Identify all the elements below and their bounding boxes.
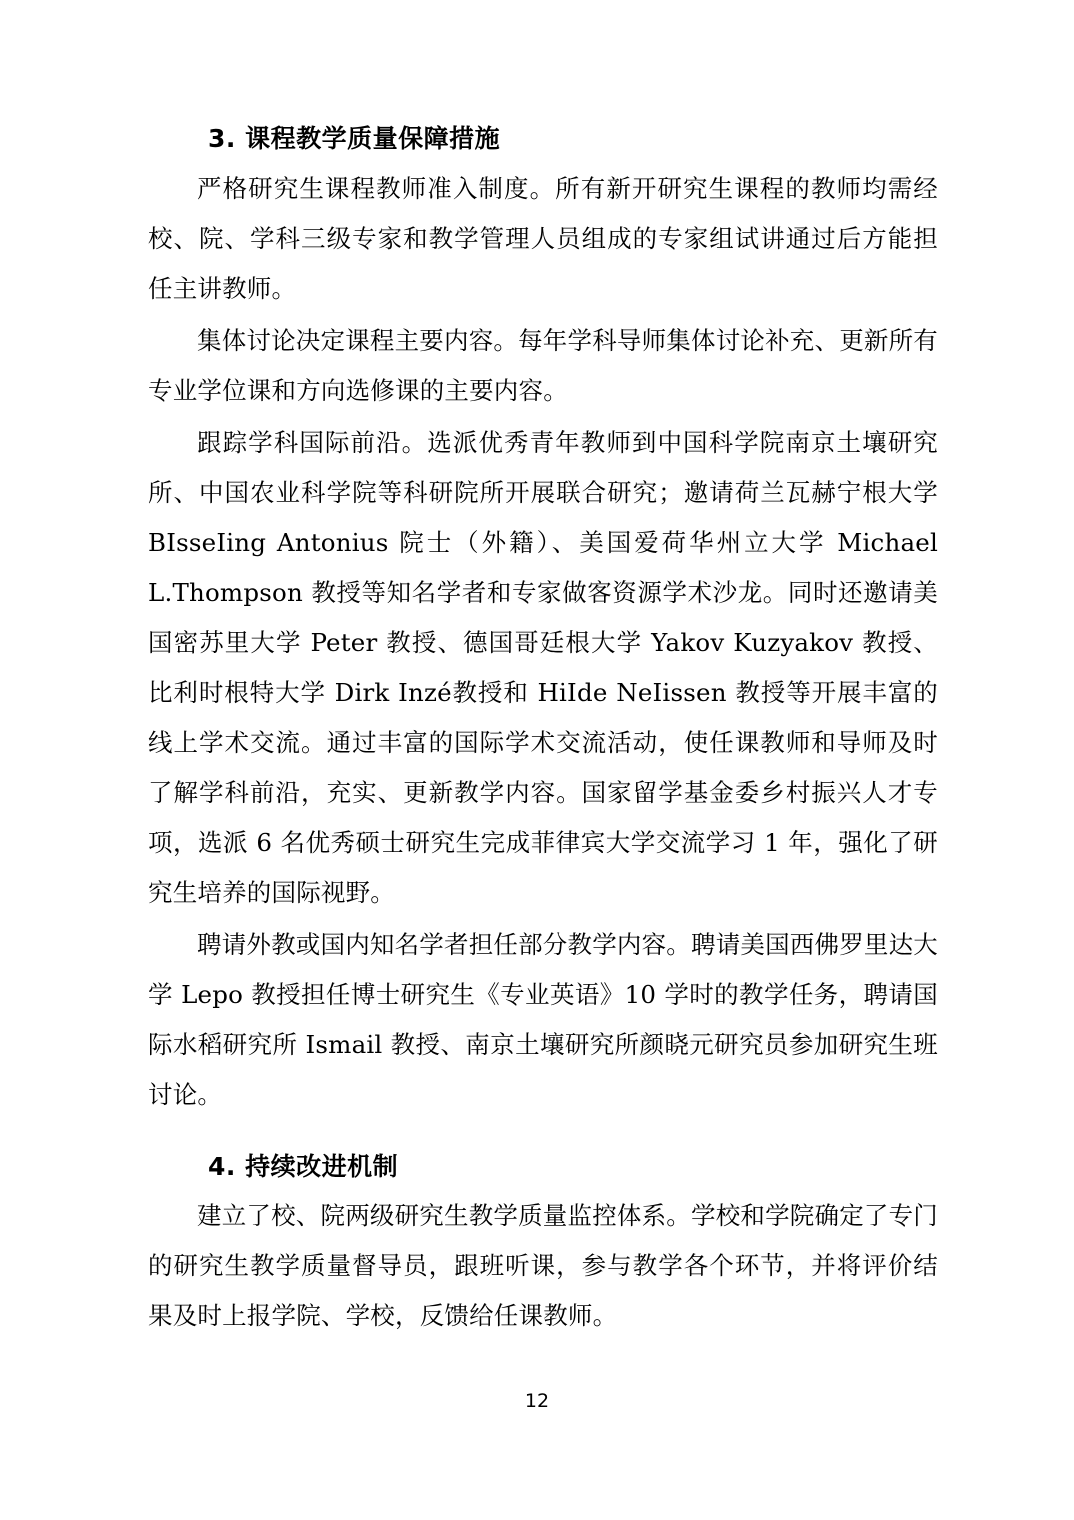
page-content	[148, 120, 938, 1341]
paragraph: 集体讨论决定课程主要内容。每年学科导师集体讨论补充、更新所有专业学位课和方向选修课的主要内容。	[148, 325, 938, 405]
paragraph: 聘请外教或国内知名学者担任部分教学内容。聘请美国西佛罗里达大学 Lepo 教授担任博士研究生《专业英语》10 学时的教学任务，聘请国际水稻研究所 Ismail 教授、南京土壤研究所颜晓元研究员参加研究生班讨论。	[148, 929, 938, 1109]
paragraph: 严格研究生课程教师准入制度。所有新开研究生课程的教师均需经校、院、学科三级专家和教学管理人员组成的专家组试讲通过后方能担任主讲教师。	[148, 173, 938, 303]
section-heading-3: 3. 课程教学质量保障措施	[208, 124, 501, 153]
paragraph: 跟踪学科国际前沿。选派优秀青年教师到中国科学院南京土壤研究所、中国农业科学院等科研院所开展联合研究；邀请荷兰瓦赫宁根大学 BIsseIing Antonius 院士（外籍）、美国爱荷华州立大学 Michael L.Thompson 教授等知名学者和专家做客资源学术沙龙。同时还邀请美国密苏里大学 Peter 教授、德国哥廷根大学 Yakov Kuzyakov 教授、比利时根特大学 Dirk Inzé教授和 HiIde NeIissen 教授等开展丰富的线上学术交流。通过丰富的国际学术交流活动，使任课教师和导师及时了解学科前沿，充实、更新教学内容。国家留学基金委乡村振兴人才专项，选派 6 名优秀硕士研究生完成菲律宾大学交流学习 1 年，强化了研究生培养的国际视野。	[148, 427, 938, 907]
section-heading-4: 4. 持续改进机制	[208, 1151, 399, 1181]
paragraph: 建立了校、院两级研究生教学质量监控体系。学校和学院确定了专门的研究生教学质量督导员，跟班听课，参与教学各个环节，并将评价结果及时上报学院、学校，反馈给任课教师。	[148, 1201, 938, 1330]
page-number: 12	[524, 1390, 550, 1412]
